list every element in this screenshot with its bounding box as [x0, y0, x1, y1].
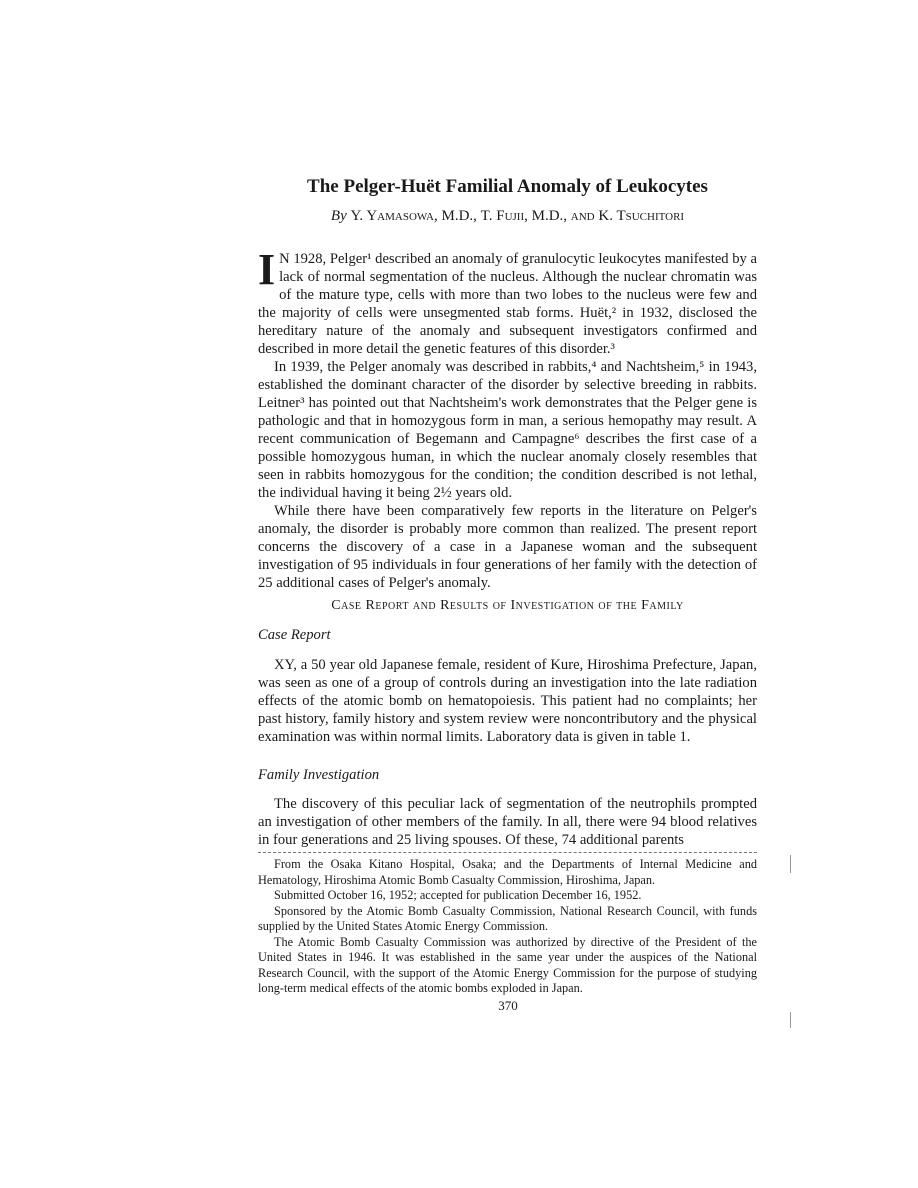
author-3: K. Tsuchitori [594, 208, 685, 224]
family-investigation-heading: Family Investigation [258, 767, 380, 783]
byline [258, 208, 757, 225]
case-report-heading: Case Report [258, 627, 331, 643]
author-1: Y. Yamasowa [350, 208, 434, 224]
author-2-degree: , M.D., [524, 208, 571, 224]
byline-by: By [330, 208, 347, 224]
author-2: T. Fujii [480, 208, 525, 224]
footnote-abcc: The Atomic Bomb Casualty Commission was authorized by directive of the President of the United States in 1946. It was established in the same year under the auspices of the National Research Council, with the support of the Atomic Energy Commission for the purpose of studying long-term medical effects of the atomic bombs exploded in Japan. [258, 934, 757, 995]
footnote-affiliation: From the Osaka Kitano Hospital, Osaka; and the Departments of Internal Medicine and Hematology, Hiroshima Atomic Bomb Casualty Commission, Hiroshima, Japan. [258, 857, 757, 887]
intro-paragraph-1 [258, 245, 757, 358]
footnote-submitted: Submitted October 16, 1952; accepted for publication December 16, 1952. [274, 888, 642, 902]
footnote-sponsor: Sponsored by the Atomic Bomb Casualty Commission, National Research Council, with funds supplied by the United States Atomic Energy Commission. [258, 903, 757, 933]
footnotes [258, 857, 757, 997]
intro-paragraph-3: While there have been comparatively few reports in the literature on Pelger's anomaly, the disorder is probably more common than realized. The present report concerns the discovery of a case in a Japanese woman and the subsequent investigation of 95 individuals in four generations of her family with the detection of 25 additional cases of Pelger's anomaly. [258, 503, 757, 591]
scan-artifact [790, 1012, 791, 1028]
article-title: The Pelger-Huët Familial Anomaly of Leukocytes [307, 176, 708, 197]
byline-and: and [570, 208, 595, 224]
page-number: 370 [498, 998, 518, 1013]
footnote-divider [258, 852, 757, 853]
drop-cap: I [258, 245, 276, 294]
section-heading: Case Report and Results of Investigation of the Family [331, 598, 684, 613]
introduction [258, 245, 757, 592]
intro-paragraph-1-text: N 1928, Pelger¹ described an anomaly of granulocytic leukocytes manifested by a lack of normal segmentation of the nucleus. Although the nuclear chromatin was of the mature type, cells with more than two lobes to the nucleus were few and the majority of cells were unsegmented stab forms. Huët,² in 1932, disclosed the hereditary nature of the anomaly and subsequent investigators confirmed and described in more detail the genetic features of this disorder.³ [258, 251, 757, 357]
case-report-paragraph: XY, a 50 year old Japanese female, resident of Kure, Hiroshima Prefecture, Japan, was seen as one of a group of controls during an investigation into the late radiation effects of the atomic bomb on hematopoiesis. This patient had no complaints; her past history, family history and system review were noncontributory and the physical examination was within normal limits. Laboratory data is given in table 1. [258, 657, 757, 745]
family-investigation-paragraph: The discovery of this peculiar lack of segmentation of the neutrophils prompted an investigation of other members of the family. In all, there were 94 blood relatives in four generations and 25 living spouses. Of these, 74 additional parents [258, 796, 757, 848]
author-1-degree: , M.D., [434, 208, 481, 224]
intro-paragraph-2: In 1939, the Pelger anomaly was described in rabbits,⁴ and Nachtsheim,⁵ in 1943, established the dominant character of the disorder by selective breeding in rabbits. Leitner³ has pointed out that Nachtsheim's work demonstrates that the Pelger gene is pathologic and that in homozygous form in man, a serious hemopathy may result. A recent communication of Begemann and Campagne⁶ describes the first case of a possible homozygous human, in which the nuclear anomaly closely resembles that seen in rabbits homozygous for the condition; the condition described is not lethal, the individual having it being 2½ years old. [258, 359, 757, 501]
scan-artifact [790, 855, 791, 873]
